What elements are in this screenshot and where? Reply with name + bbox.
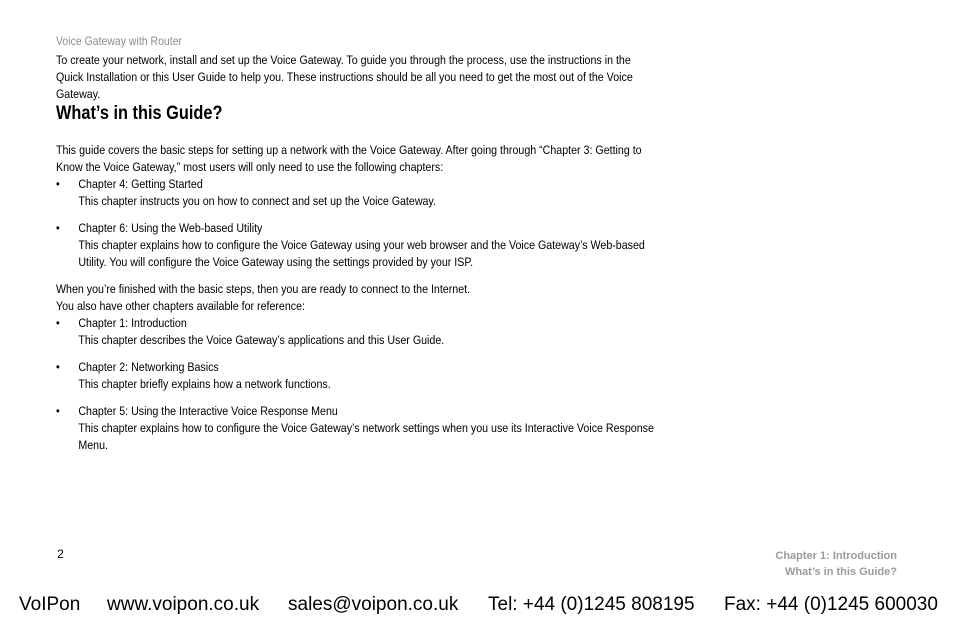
- list-item: [56, 220, 658, 271]
- list-item-desc: This chapter instructs you on how to connect and set up the Voice Gateway.: [78, 194, 436, 208]
- reference-chapters-list: [56, 315, 658, 454]
- telephone: Tel: +44 (0)1245 808195: [488, 594, 695, 615]
- contact-bar: [0, 592, 954, 618]
- list-item-title: Chapter 2: Networking Basics: [78, 360, 219, 374]
- section-heading: What’s in this Guide?: [56, 103, 223, 124]
- list-item-title: Chapter 4: Getting Started: [78, 177, 203, 191]
- list-item-desc: This chapter explains how to configure the Voice Gateway’s network settings when you use its Interactive Voice Response Menu.: [78, 421, 654, 452]
- running-header: Voice Gateway with Router: [56, 34, 183, 48]
- bullet-icon: •: [56, 360, 60, 374]
- bullet-icon: •: [56, 221, 60, 235]
- bullet-icon: •: [56, 177, 60, 191]
- reference-paragraph: You also have other chapters available for reference:: [56, 299, 305, 313]
- list-item-title: Chapter 6: Using the Web-based Utility: [78, 221, 263, 235]
- list-item-title: Chapter 1: Introduction: [78, 316, 187, 330]
- list-item-desc: This chapter briefly explains how a network functions.: [78, 377, 331, 391]
- website-link[interactable]: www.voipon.co.uk: [107, 594, 260, 615]
- finished-paragraph: When you’re finished with the basic steps, then you are ready to connect to the Internet.: [56, 282, 471, 296]
- list-item-desc: This chapter describes the Voice Gateway’s applications and this User Guide.: [78, 333, 445, 347]
- footer-chapter: Chapter 1: Introduction: [775, 550, 897, 562]
- page-number: 2: [57, 547, 64, 561]
- email-link[interactable]: sales@voipon.co.uk: [288, 594, 459, 615]
- bullet-icon: •: [56, 316, 60, 330]
- footer-subsection: What’s in this Guide?: [784, 566, 897, 578]
- list-item: [56, 403, 658, 454]
- list-item: [56, 359, 658, 393]
- list-item: [56, 315, 658, 349]
- page-content: [56, 52, 658, 464]
- guide-paragraph: This guide covers the basic steps for setting up a network with the Voice Gateway. After going through “Chapter 3: Getting to Know the Voice Gateway,” most users will only need to use the following chapters:: [56, 143, 642, 174]
- intro-paragraph: To create your network, install and set up the Voice Gateway. To guide you through the process, use the instructions in the Quick Installation or this User Guide to help you. These instructions should be all you need to get the most out of the Voice Gateway.: [56, 53, 633, 101]
- list-item: [56, 176, 658, 210]
- footer-section-info: [775, 548, 897, 580]
- company-name: VoIPon: [19, 594, 81, 615]
- bullet-icon: •: [56, 404, 60, 418]
- list-item-desc: This chapter explains how to configure the Voice Gateway using your web browser and the Voice Gateway’s Web-based Utility. You will configure the Voice Gateway using the settings provided by your ISP.: [78, 238, 645, 269]
- list-item-title: Chapter 5: Using the Interactive Voice Response Menu: [78, 404, 338, 418]
- fax: Fax: +44 (0)1245 600030: [724, 594, 938, 615]
- main-chapters-list: [56, 176, 658, 271]
